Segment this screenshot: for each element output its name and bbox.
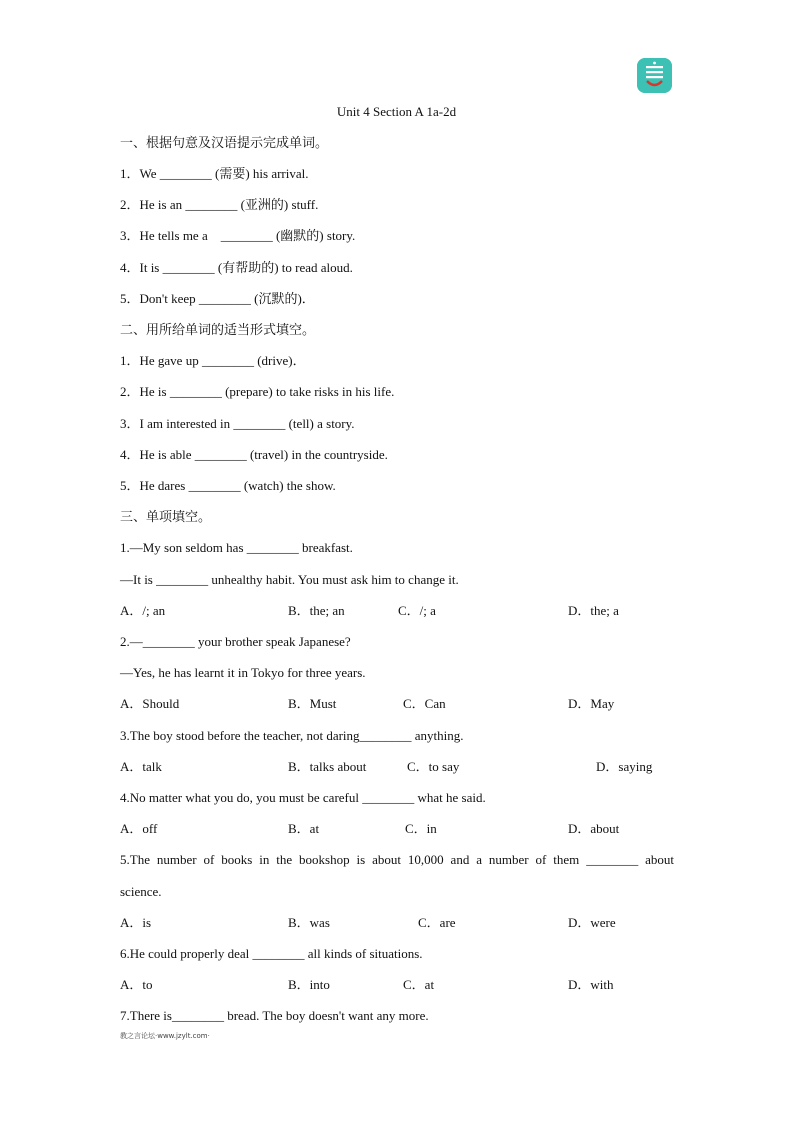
section2-item-5: 5．He dares ________ (watch) the show. — [120, 478, 336, 493]
question-2-line-1: 2.—________ your brother speak Japanese? — [120, 634, 351, 649]
question-1-line-2: —It is ________ unhealthy habit. You must ask him to change it. — [120, 572, 459, 587]
section2-item-2: 2．He is ________ (prepare) to take risks in his life. — [120, 384, 395, 399]
question-2-option-d: D．May — [568, 696, 615, 711]
question-2-line-2: —Yes, he has learnt it in Tokyo for three years. — [120, 665, 366, 680]
question-6-option-d: D．with — [568, 977, 614, 992]
question-6-option-c: C．at — [403, 977, 435, 992]
question-6-line-1: 6.He could properly deal ________ all kinds of situations. — [120, 946, 423, 961]
question-6-option-a: A．to — [120, 977, 153, 992]
question-1-option-b: B．the; an — [288, 603, 345, 618]
footer-source: 教之言论坛·www.jzylt.com· — [120, 1032, 210, 1040]
section1-item-5: 5．Don't keep ________ (沉默的)． — [120, 291, 315, 306]
section1-item-3: 3．He tells me a ________ (幽默的) story. — [120, 228, 356, 243]
question-4-option-a: A．off — [120, 821, 158, 836]
question-1-option-c: C．/; a — [398, 603, 436, 618]
question-4-line-1: 4.No matter what you do, you must be careful ________ what he said. — [120, 790, 486, 805]
question-5-option-a: A．is — [120, 915, 152, 930]
section3-heading: 三、单项填空。 — [120, 509, 212, 524]
question-1-option-a: A．/; an — [120, 603, 166, 618]
section1-item-4: 4．It is ________ (有帮助的) to read aloud. — [120, 260, 353, 275]
question-2-option-c: C．Can — [403, 696, 446, 711]
question-1-option-d: D．the; a — [568, 603, 619, 618]
question-2-option-b: B．Must — [288, 696, 337, 711]
section2-item-3: 3．I am interested in ________ (tell) a story. — [120, 416, 355, 431]
question-5-option-d: D．were — [568, 915, 616, 930]
question-6-option-b: B．into — [288, 977, 330, 992]
book-logo-icon — [637, 58, 672, 93]
question-2-option-a: A．Should — [120, 696, 180, 711]
section1-heading: 一、根据句意及汉语提示完成单词。 — [120, 135, 329, 150]
question-3-option-b: B．talks about — [288, 759, 367, 774]
section1-item-1: 1．We ________ (需要) his arrival. — [120, 166, 309, 181]
section2-item-4: 4．He is able ________ (travel) in the countryside. — [120, 447, 388, 462]
question-5-line-2: science. — [120, 884, 162, 899]
section2-heading: 二、用所给单词的适当形式填空。 — [120, 322, 316, 337]
question-4-option-d: D．about — [568, 821, 620, 836]
question-3-line-1: 3.The boy stood before the teacher, not daring________ anything. — [120, 728, 464, 743]
question-5-line-1: 5.The number of books in the bookshop is about 10,000 and a number of them ________ about — [120, 852, 674, 867]
question-3-option-d: D．saying — [596, 759, 653, 774]
question-1-line-1: 1.—My son seldom has ________ breakfast. — [120, 540, 353, 555]
question-4-option-c: C．in — [405, 821, 437, 836]
question-4-option-b: B．at — [288, 821, 320, 836]
question-3-option-a: A．talk — [120, 759, 162, 774]
question-3-option-c: C．to say — [407, 759, 460, 774]
question-5-option-c: C．are — [418, 915, 456, 930]
section2-item-1: 1．He gave up ________ (drive)． — [120, 353, 306, 368]
page-title: Unit 4 Section A 1a-2d — [336, 104, 457, 119]
question-5-option-b: B．was — [288, 915, 330, 930]
question-7-line-1: 7.There is________ bread. The boy doesn't want any more. — [120, 1008, 429, 1023]
section1-item-2: 2．He is an ________ (亚洲的) stuff. — [120, 197, 319, 212]
